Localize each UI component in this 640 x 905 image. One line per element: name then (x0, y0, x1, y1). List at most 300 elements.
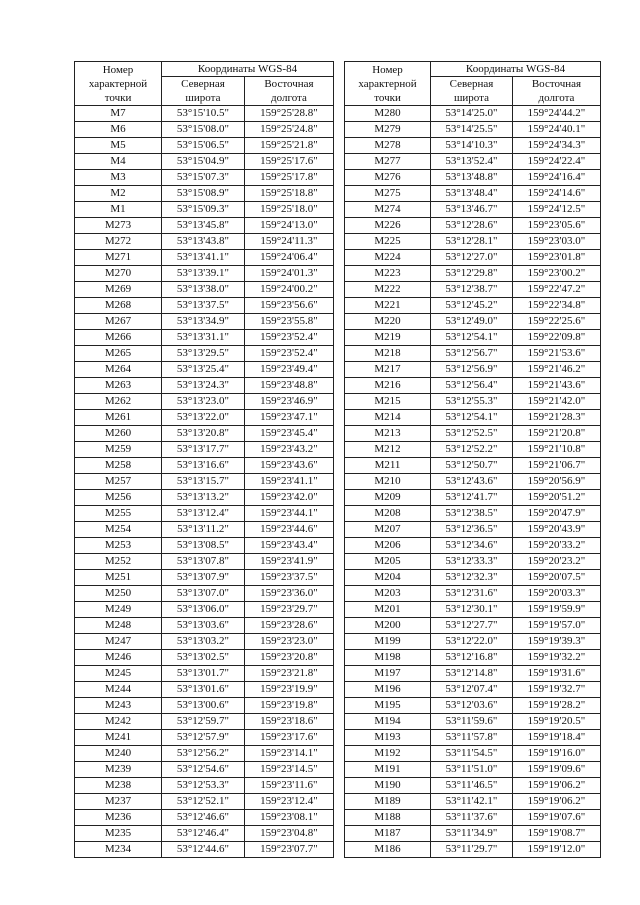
table-row (345, 282, 601, 298)
point-id-cell: M204 (345, 570, 431, 586)
longitude-cell: 159°19'09.6" (512, 762, 600, 778)
table-row (75, 442, 334, 458)
longitude-cell: 159°23'07.7" (244, 842, 333, 858)
longitude-cell: 159°23'55.8" (244, 314, 333, 330)
longitude-cell: 159°25'18.0" (244, 202, 333, 218)
longitude-cell: 159°25'28.8" (244, 106, 333, 122)
longitude-header: Восточная долгота (512, 77, 600, 106)
latitude-cell: 53°13'24.3" (162, 378, 245, 394)
longitude-cell: 159°25'24.8" (244, 122, 333, 138)
table-row (75, 346, 334, 362)
longitude-cell: 159°22'09.8" (512, 330, 600, 346)
latitude-cell: 53°12'56.2" (162, 746, 245, 762)
point-id-cell: M194 (345, 714, 431, 730)
latitude-cell: 53°11'34.9" (431, 826, 513, 842)
longitude-cell: 159°23'43.4" (244, 538, 333, 554)
point-id-cell: M208 (345, 506, 431, 522)
latitude-cell: 53°13'31.1" (162, 330, 245, 346)
latitude-cell: 53°12'32.3" (431, 570, 513, 586)
latitude-cell: 53°12'53.3" (162, 778, 245, 794)
latitude-cell: 53°13'03.6" (162, 618, 245, 634)
point-id-cell: M222 (345, 282, 431, 298)
longitude-cell: 159°23'01.8" (512, 250, 600, 266)
table-row (345, 138, 601, 154)
point-id-cell: M271 (75, 250, 162, 266)
table-row (75, 394, 334, 410)
latitude-cell: 53°12'27.7" (431, 618, 513, 634)
point-id-cell: M3 (75, 170, 162, 186)
longitude-header: Восточная долгота (244, 77, 333, 106)
table-row (75, 234, 334, 250)
latitude-cell: 53°11'42.1" (431, 794, 513, 810)
table-row (75, 762, 334, 778)
table-body-right (345, 106, 601, 858)
latitude-cell: 53°13'43.8" (162, 234, 245, 250)
table-row (75, 842, 334, 858)
point-id-cell: M209 (345, 490, 431, 506)
longitude-cell: 159°24'44.2" (512, 106, 600, 122)
table-row (75, 426, 334, 442)
point-id-cell: M257 (75, 474, 162, 490)
latitude-cell: 53°13'07.8" (162, 554, 245, 570)
point-id-cell: M186 (345, 842, 431, 858)
longitude-cell: 159°20'23.2" (512, 554, 600, 570)
point-id-cell: M212 (345, 442, 431, 458)
point-id-cell: M234 (75, 842, 162, 858)
latitude-cell: 53°13'34.9" (162, 314, 245, 330)
table-row (345, 842, 601, 858)
longitude-cell: 159°23'14.5" (244, 762, 333, 778)
table-row (75, 250, 334, 266)
latitude-cell: 53°12'59.7" (162, 714, 245, 730)
longitude-cell: 159°19'59.9" (512, 602, 600, 618)
latitude-cell: 53°12'45.2" (431, 298, 513, 314)
point-id-cell: M241 (75, 730, 162, 746)
point-id-cell: M1 (75, 202, 162, 218)
point-id-cell: M247 (75, 634, 162, 650)
table-row (345, 410, 601, 426)
longitude-cell: 159°23'08.1" (244, 810, 333, 826)
latitude-cell: 53°11'29.7" (431, 842, 513, 858)
table-row (75, 474, 334, 490)
point-id-cell: M280 (345, 106, 431, 122)
longitude-cell: 159°23'28.6" (244, 618, 333, 634)
latitude-cell: 53°15'08.0" (162, 122, 245, 138)
table-row (75, 362, 334, 378)
longitude-cell: 159°20'51.2" (512, 490, 600, 506)
longitude-cell: 159°20'07.5" (512, 570, 600, 586)
longitude-cell: 159°24'34.3" (512, 138, 600, 154)
table-row (75, 522, 334, 538)
longitude-cell: 159°23'17.6" (244, 730, 333, 746)
longitude-cell: 159°24'40.1" (512, 122, 600, 138)
point-id-cell: M249 (75, 602, 162, 618)
longitude-cell: 159°24'06.4" (244, 250, 333, 266)
latitude-cell: 53°13'39.1" (162, 266, 245, 282)
longitude-cell: 159°22'47.2" (512, 282, 600, 298)
longitude-cell: 159°24'16.4" (512, 170, 600, 186)
table-row (75, 618, 334, 634)
point-id-cell: M7 (75, 106, 162, 122)
point-id-cell: M235 (75, 826, 162, 842)
coordinates-header: Координаты WGS-84 (162, 62, 334, 77)
longitude-cell: 159°23'12.4" (244, 794, 333, 810)
point-id-cell: M199 (345, 634, 431, 650)
latitude-cell: 53°12'36.5" (431, 522, 513, 538)
longitude-cell: 159°21'42.0" (512, 394, 600, 410)
table-row (75, 298, 334, 314)
latitude-cell: 53°11'59.6" (431, 714, 513, 730)
longitude-cell: 159°21'10.8" (512, 442, 600, 458)
latitude-cell: 53°13'01.7" (162, 666, 245, 682)
table-row (345, 538, 601, 554)
longitude-cell: 159°23'18.6" (244, 714, 333, 730)
latitude-cell: 53°13'25.4" (162, 362, 245, 378)
longitude-cell: 159°23'48.8" (244, 378, 333, 394)
point-id-cell: M268 (75, 298, 162, 314)
point-id-cell: M226 (345, 218, 431, 234)
table-row (345, 218, 601, 234)
latitude-cell: 53°12'28.6" (431, 218, 513, 234)
point-id-cell: M5 (75, 138, 162, 154)
longitude-cell: 159°23'43.2" (244, 442, 333, 458)
longitude-cell: 159°21'53.6" (512, 346, 600, 362)
latitude-cell: 53°13'48.8" (431, 170, 513, 186)
longitude-cell: 159°21'43.6" (512, 378, 600, 394)
table-row (345, 234, 601, 250)
table-row (345, 554, 601, 570)
point-id-cell: M265 (75, 346, 162, 362)
longitude-cell: 159°23'03.0" (512, 234, 600, 250)
point-id-cell: M259 (75, 442, 162, 458)
latitude-cell: 53°12'07.4" (431, 682, 513, 698)
latitude-cell: 53°12'43.6" (431, 474, 513, 490)
point-id-cell: M2 (75, 186, 162, 202)
point-id-cell: M252 (75, 554, 162, 570)
latitude-cell: 53°11'37.6" (431, 810, 513, 826)
latitude-cell: 53°12'52.1" (162, 794, 245, 810)
latitude-cell: 53°12'30.1" (431, 602, 513, 618)
table-row (75, 554, 334, 570)
table-row (345, 202, 601, 218)
longitude-cell: 159°19'57.0" (512, 618, 600, 634)
longitude-cell: 159°23'46.9" (244, 394, 333, 410)
latitude-cell: 53°12'34.6" (431, 538, 513, 554)
table-row (345, 506, 601, 522)
table-row (345, 442, 601, 458)
latitude-header: Северная широта (162, 77, 245, 106)
latitude-cell: 53°12'29.8" (431, 266, 513, 282)
point-number-header: Номер характерной точки (345, 62, 431, 106)
table-row (75, 170, 334, 186)
point-id-cell: M275 (345, 186, 431, 202)
point-id-cell: M240 (75, 746, 162, 762)
latitude-cell: 53°13'20.8" (162, 426, 245, 442)
latitude-cell: 53°13'07.9" (162, 570, 245, 586)
latitude-cell: 53°13'46.7" (431, 202, 513, 218)
point-id-cell: M220 (345, 314, 431, 330)
point-id-cell: M273 (75, 218, 162, 234)
latitude-cell: 53°13'22.0" (162, 410, 245, 426)
latitude-cell: 53°13'16.6" (162, 458, 245, 474)
longitude-cell: 159°21'06.7" (512, 458, 600, 474)
longitude-cell: 159°23'36.0" (244, 586, 333, 602)
latitude-cell: 53°13'08.5" (162, 538, 245, 554)
point-id-cell: M198 (345, 650, 431, 666)
longitude-cell: 159°23'44.1" (244, 506, 333, 522)
table-row (75, 570, 334, 586)
longitude-cell: 159°21'20.8" (512, 426, 600, 442)
latitude-cell: 53°15'10.5" (162, 106, 245, 122)
latitude-cell: 53°13'48.4" (431, 186, 513, 202)
point-id-cell: M225 (345, 234, 431, 250)
latitude-cell: 53°12'57.9" (162, 730, 245, 746)
table-row (345, 826, 601, 842)
latitude-cell: 53°12'14.8" (431, 666, 513, 682)
latitude-cell: 53°12'27.0" (431, 250, 513, 266)
table-row (345, 330, 601, 346)
table-row (345, 730, 601, 746)
table-row (345, 618, 601, 634)
point-id-cell: M189 (345, 794, 431, 810)
table-row (75, 650, 334, 666)
point-id-cell: M255 (75, 506, 162, 522)
longitude-cell: 159°23'14.1" (244, 746, 333, 762)
table-row (345, 122, 601, 138)
longitude-cell: 159°23'19.8" (244, 698, 333, 714)
longitude-cell: 159°24'12.5" (512, 202, 600, 218)
longitude-cell: 159°19'06.2" (512, 778, 600, 794)
point-id-cell: M192 (345, 746, 431, 762)
table-row (75, 698, 334, 714)
latitude-cell: 53°11'46.5" (431, 778, 513, 794)
point-id-cell: M239 (75, 762, 162, 778)
latitude-cell: 53°12'52.2" (431, 442, 513, 458)
longitude-cell: 159°24'01.3" (244, 266, 333, 282)
longitude-cell: 159°23'20.8" (244, 650, 333, 666)
longitude-cell: 159°23'00.2" (512, 266, 600, 282)
latitude-cell: 53°15'04.9" (162, 154, 245, 170)
longitude-cell: 159°24'13.0" (244, 218, 333, 234)
longitude-cell: 159°21'46.2" (512, 362, 600, 378)
latitude-cell: 53°12'55.3" (431, 394, 513, 410)
longitude-cell: 159°22'25.6" (512, 314, 600, 330)
point-id-cell: M195 (345, 698, 431, 714)
table-row (345, 362, 601, 378)
point-id-cell: M213 (345, 426, 431, 442)
latitude-cell: 53°13'23.0" (162, 394, 245, 410)
table-row (75, 826, 334, 842)
latitude-cell: 53°12'56.7" (431, 346, 513, 362)
longitude-cell: 159°25'17.6" (244, 154, 333, 170)
table-row (345, 186, 601, 202)
point-id-cell: M196 (345, 682, 431, 698)
latitude-cell: 53°13'15.7" (162, 474, 245, 490)
point-id-cell: M278 (345, 138, 431, 154)
longitude-cell: 159°23'37.5" (244, 570, 333, 586)
longitude-cell: 159°19'39.3" (512, 634, 600, 650)
longitude-cell: 159°21'28.3" (512, 410, 600, 426)
table-row (75, 186, 334, 202)
longitude-cell: 159°23'45.4" (244, 426, 333, 442)
table-row (75, 266, 334, 282)
latitude-cell: 53°14'25.5" (431, 122, 513, 138)
longitude-cell: 159°24'00.2" (244, 282, 333, 298)
latitude-cell: 53°13'37.5" (162, 298, 245, 314)
point-id-cell: M217 (345, 362, 431, 378)
table-row (345, 746, 601, 762)
table-row (75, 218, 334, 234)
latitude-cell: 53°13'07.0" (162, 586, 245, 602)
longitude-cell: 159°20'43.9" (512, 522, 600, 538)
point-id-cell: M236 (75, 810, 162, 826)
latitude-cell: 53°12'56.4" (431, 378, 513, 394)
table-row (75, 682, 334, 698)
longitude-cell: 159°19'06.2" (512, 794, 600, 810)
longitude-cell: 159°23'52.4" (244, 346, 333, 362)
longitude-cell: 159°20'03.3" (512, 586, 600, 602)
table-row (345, 490, 601, 506)
table-row (75, 602, 334, 618)
point-id-cell: M218 (345, 346, 431, 362)
latitude-cell: 53°11'51.0" (431, 762, 513, 778)
coordinates-table-left (74, 61, 334, 858)
latitude-cell: 53°12'31.6" (431, 586, 513, 602)
point-id-cell: M246 (75, 650, 162, 666)
point-id-cell: M277 (345, 154, 431, 170)
latitude-cell: 53°12'54.6" (162, 762, 245, 778)
latitude-cell: 53°12'50.7" (431, 458, 513, 474)
table-row (75, 122, 334, 138)
latitude-cell: 53°12'44.6" (162, 842, 245, 858)
point-id-cell: M276 (345, 170, 431, 186)
point-id-cell: M188 (345, 810, 431, 826)
longitude-cell: 159°19'20.5" (512, 714, 600, 730)
table-body-left (75, 106, 334, 858)
table-row (75, 154, 334, 170)
point-id-cell: M203 (345, 586, 431, 602)
longitude-cell: 159°23'56.6" (244, 298, 333, 314)
point-id-cell: M4 (75, 154, 162, 170)
point-id-cell: M248 (75, 618, 162, 634)
point-id-cell: M201 (345, 602, 431, 618)
table-row (75, 794, 334, 810)
latitude-cell: 53°12'41.7" (431, 490, 513, 506)
table-row (345, 170, 601, 186)
table-row (345, 250, 601, 266)
longitude-cell: 159°23'21.8" (244, 666, 333, 682)
table-row (345, 778, 601, 794)
table-row (75, 714, 334, 730)
table-row (345, 106, 601, 122)
point-id-cell: M190 (345, 778, 431, 794)
table-row (345, 666, 601, 682)
point-id-cell: M274 (345, 202, 431, 218)
point-id-cell: M206 (345, 538, 431, 554)
longitude-cell: 159°19'28.2" (512, 698, 600, 714)
point-id-cell: M256 (75, 490, 162, 506)
longitude-cell: 159°19'08.7" (512, 826, 600, 842)
point-id-cell: M200 (345, 618, 431, 634)
table-row (345, 346, 601, 362)
point-id-cell: M270 (75, 266, 162, 282)
latitude-cell: 53°14'10.3" (431, 138, 513, 154)
longitude-cell: 159°20'56.9" (512, 474, 600, 490)
table-row (345, 458, 601, 474)
latitude-cell: 53°12'46.6" (162, 810, 245, 826)
latitude-cell: 53°12'56.9" (431, 362, 513, 378)
point-id-cell: M221 (345, 298, 431, 314)
latitude-cell: 53°12'28.1" (431, 234, 513, 250)
latitude-cell: 53°13'41.1" (162, 250, 245, 266)
point-id-cell: M253 (75, 538, 162, 554)
latitude-cell: 53°11'57.8" (431, 730, 513, 746)
point-id-cell: M251 (75, 570, 162, 586)
latitude-cell: 53°13'11.2" (162, 522, 245, 538)
latitude-cell: 53°13'01.6" (162, 682, 245, 698)
table-row (345, 314, 601, 330)
latitude-cell: 53°13'17.7" (162, 442, 245, 458)
point-id-cell: M187 (345, 826, 431, 842)
latitude-cell: 53°15'08.9" (162, 186, 245, 202)
longitude-cell: 159°20'33.2" (512, 538, 600, 554)
point-id-cell: M261 (75, 410, 162, 426)
latitude-cell: 53°14'25.0" (431, 106, 513, 122)
longitude-cell: 159°25'18.8" (244, 186, 333, 202)
longitude-cell: 159°23'42.0" (244, 490, 333, 506)
point-id-cell: M272 (75, 234, 162, 250)
point-id-cell: M211 (345, 458, 431, 474)
longitude-cell: 159°23'11.6" (244, 778, 333, 794)
coordinates-header: Координаты WGS-84 (431, 62, 601, 77)
table-row (345, 634, 601, 650)
longitude-cell: 159°23'43.6" (244, 458, 333, 474)
longitude-cell: 159°19'18.4" (512, 730, 600, 746)
latitude-cell: 53°12'33.3" (431, 554, 513, 570)
latitude-cell: 53°13'06.0" (162, 602, 245, 618)
point-id-cell: M264 (75, 362, 162, 378)
latitude-cell: 53°13'38.0" (162, 282, 245, 298)
latitude-cell: 53°12'38.7" (431, 282, 513, 298)
table-row (345, 154, 601, 170)
longitude-cell: 159°25'21.8" (244, 138, 333, 154)
point-id-cell: M205 (345, 554, 431, 570)
point-id-cell: M215 (345, 394, 431, 410)
point-id-cell: M210 (345, 474, 431, 490)
longitude-cell: 159°20'47.9" (512, 506, 600, 522)
longitude-cell: 159°23'23.0" (244, 634, 333, 650)
table-row (345, 266, 601, 282)
table-row (75, 282, 334, 298)
point-id-cell: M191 (345, 762, 431, 778)
table-row (75, 506, 334, 522)
table-row (75, 330, 334, 346)
point-id-cell: M244 (75, 682, 162, 698)
table-row (75, 138, 334, 154)
latitude-cell: 53°12'03.6" (431, 698, 513, 714)
table-row (345, 378, 601, 394)
point-id-cell: M214 (345, 410, 431, 426)
longitude-cell: 159°23'05.6" (512, 218, 600, 234)
table-row (75, 730, 334, 746)
table-row (75, 202, 334, 218)
table-row (75, 746, 334, 762)
point-id-cell: M266 (75, 330, 162, 346)
point-id-cell: M193 (345, 730, 431, 746)
latitude-cell: 53°12'49.0" (431, 314, 513, 330)
table-row (345, 570, 601, 586)
point-id-cell: M223 (345, 266, 431, 282)
